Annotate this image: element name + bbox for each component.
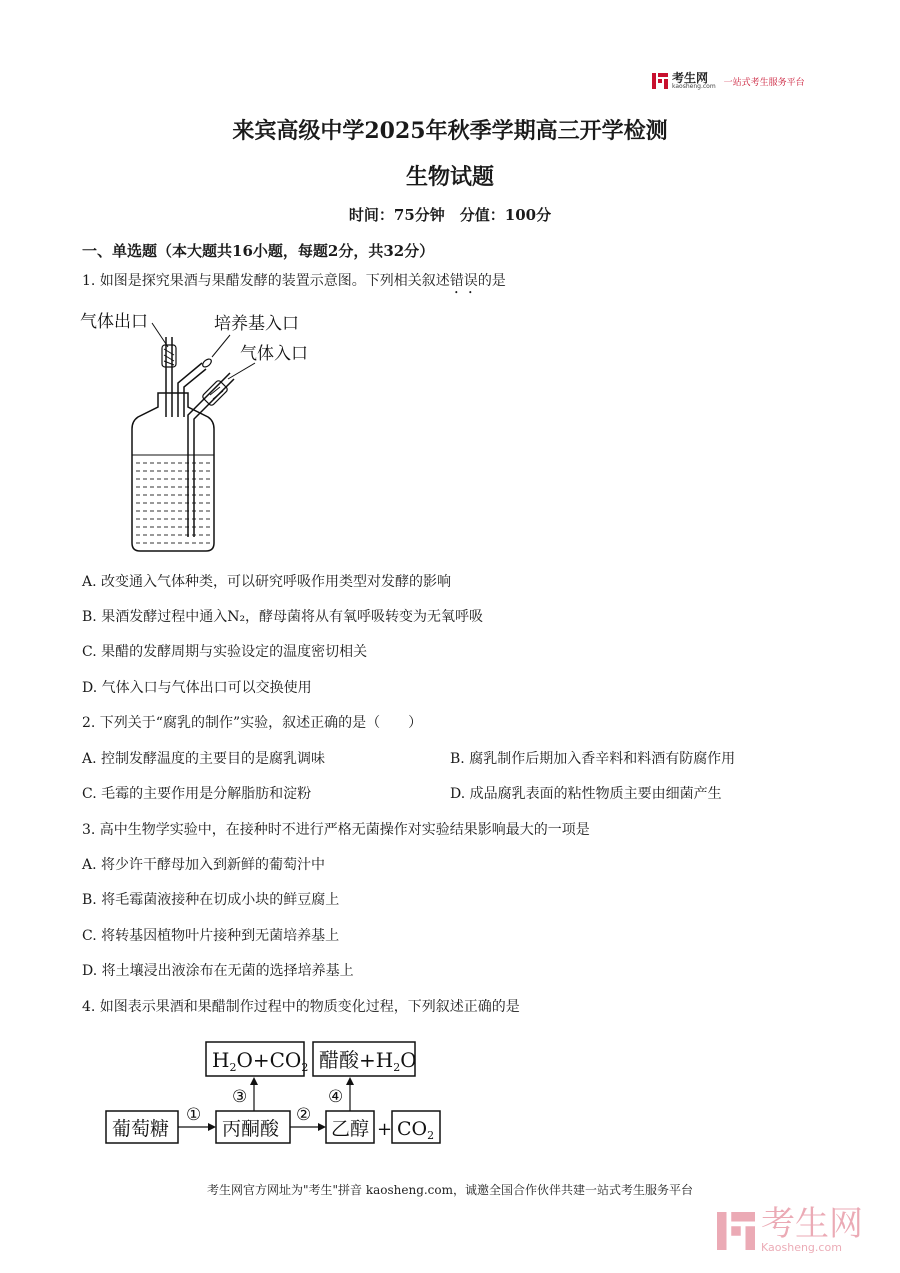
- q1-option-a: A. 改变通入气体种类，可以研究呼吸作用类型对发酵的影响: [82, 574, 452, 590]
- q3-option-c: C. 将转基因植物叶片接种到无菌培养基上: [82, 928, 340, 944]
- q1-emphasis: 错误: [449, 273, 478, 289]
- exam-meta: 时间：75分钟 分值：100分: [348, 206, 552, 224]
- q2-option-a: A. 控制发酵温度的主要目的是腐乳调味: [82, 751, 326, 767]
- brand-logo: [652, 72, 805, 90]
- label-medium-inlet: 培养基入口: [214, 314, 299, 334]
- watermark: [717, 1204, 863, 1254]
- q4-stem: 4. 如图表示果酒和果醋制作过程中的物质变化过程，下列叙述正确的是: [82, 999, 520, 1015]
- q1-option-d: D. 气体入口与气体出口可以交换使用: [82, 680, 312, 696]
- step-4: ④: [328, 1087, 344, 1107]
- svg-text:CO2: $CO_2$: [397, 1118, 435, 1142]
- step-2: ②: [296, 1105, 312, 1125]
- q3-option-a: A. 将少许干酵母加入到新鲜的葡萄汁中: [82, 857, 326, 873]
- q2-option-c: C. 毛霉的主要作用是分解脂肪和淀粉: [82, 786, 312, 802]
- svg-text:葡萄糖: 葡萄糖: [112, 1118, 170, 1140]
- label-gas-inlet: 气体入口: [240, 344, 308, 364]
- watermark-logo-icon: [717, 1212, 755, 1250]
- q1-option-c: C. 果醋的发酵周期与实验设定的温度密切相关: [82, 644, 368, 660]
- q3-stem: 3. 高中生物学实验中，在接种时不进行严格无菌操作对实验结果影响最大的一项是: [82, 822, 590, 838]
- fermentation-pathway-diagram: [100, 1038, 450, 1150]
- watermark-name: 考生网: [761, 1204, 863, 1244]
- svg-text:醋酸+H2O: 醋酸$+H_2O$: [319, 1048, 417, 1074]
- fermentation-apparatus-figure: [80, 305, 340, 557]
- svg-text:H2O+CO2: $H_2O+CO_2$: [212, 1048, 309, 1074]
- page-footer: 考生网官方网址为"考生"拼音 kaosheng.com，诚邀全国合作伙伴共建一站式考生服务平台: [206, 1183, 694, 1197]
- svg-text:丙酮酸: 丙酮酸: [222, 1118, 280, 1140]
- label-gas-outlet: 气体出口: [80, 312, 148, 332]
- q2-option-b: B. 腐乳制作后期加入香辛料和料酒有防腐作用: [450, 751, 736, 767]
- q1-option-b: B. 果酒发酵过程中通入N₂，酵母菌将从有氧呼吸转变为无氧呼吸: [82, 609, 484, 625]
- exam-subject: 生物试题: [405, 164, 494, 190]
- q2-stem: 2. 下列关于“腐乳的制作”实验，叙述正确的是（ ）: [82, 715, 423, 731]
- kaosheng-logo-icon: [652, 73, 668, 89]
- q1-stem: 1. 如图是探究果酒与果醋发酵的装置示意图。下列相关叙述错误的是: [82, 273, 506, 289]
- svg-text:乙醇: 乙醇: [331, 1118, 370, 1140]
- section-heading: 一、单选题（本大题共16小题，每题2分，共32分）: [82, 242, 435, 260]
- q2-option-d: D. 成品腐乳表面的粘性物质主要由细菌产生: [450, 786, 722, 802]
- step-1: ①: [186, 1105, 202, 1125]
- logo-name: 考生网: [672, 71, 709, 85]
- watermark-domain: Kaosheng.com: [761, 1241, 842, 1254]
- q3-option-d: D. 将土壤浸出液涂布在无菌的选择培养基上: [82, 963, 354, 979]
- logo-domain: kaosheng.com: [672, 83, 716, 90]
- step-3: ③: [232, 1087, 248, 1107]
- svg-text:+: +: [377, 1119, 393, 1140]
- exam-title: 来宾高级中学2025年秋季学期高三开学检测: [232, 118, 668, 144]
- logo-slogan: 一站式考生服务平台: [723, 77, 805, 88]
- q3-option-b: B. 将毛霉菌液接种在切成小块的鲜豆腐上: [82, 892, 340, 908]
